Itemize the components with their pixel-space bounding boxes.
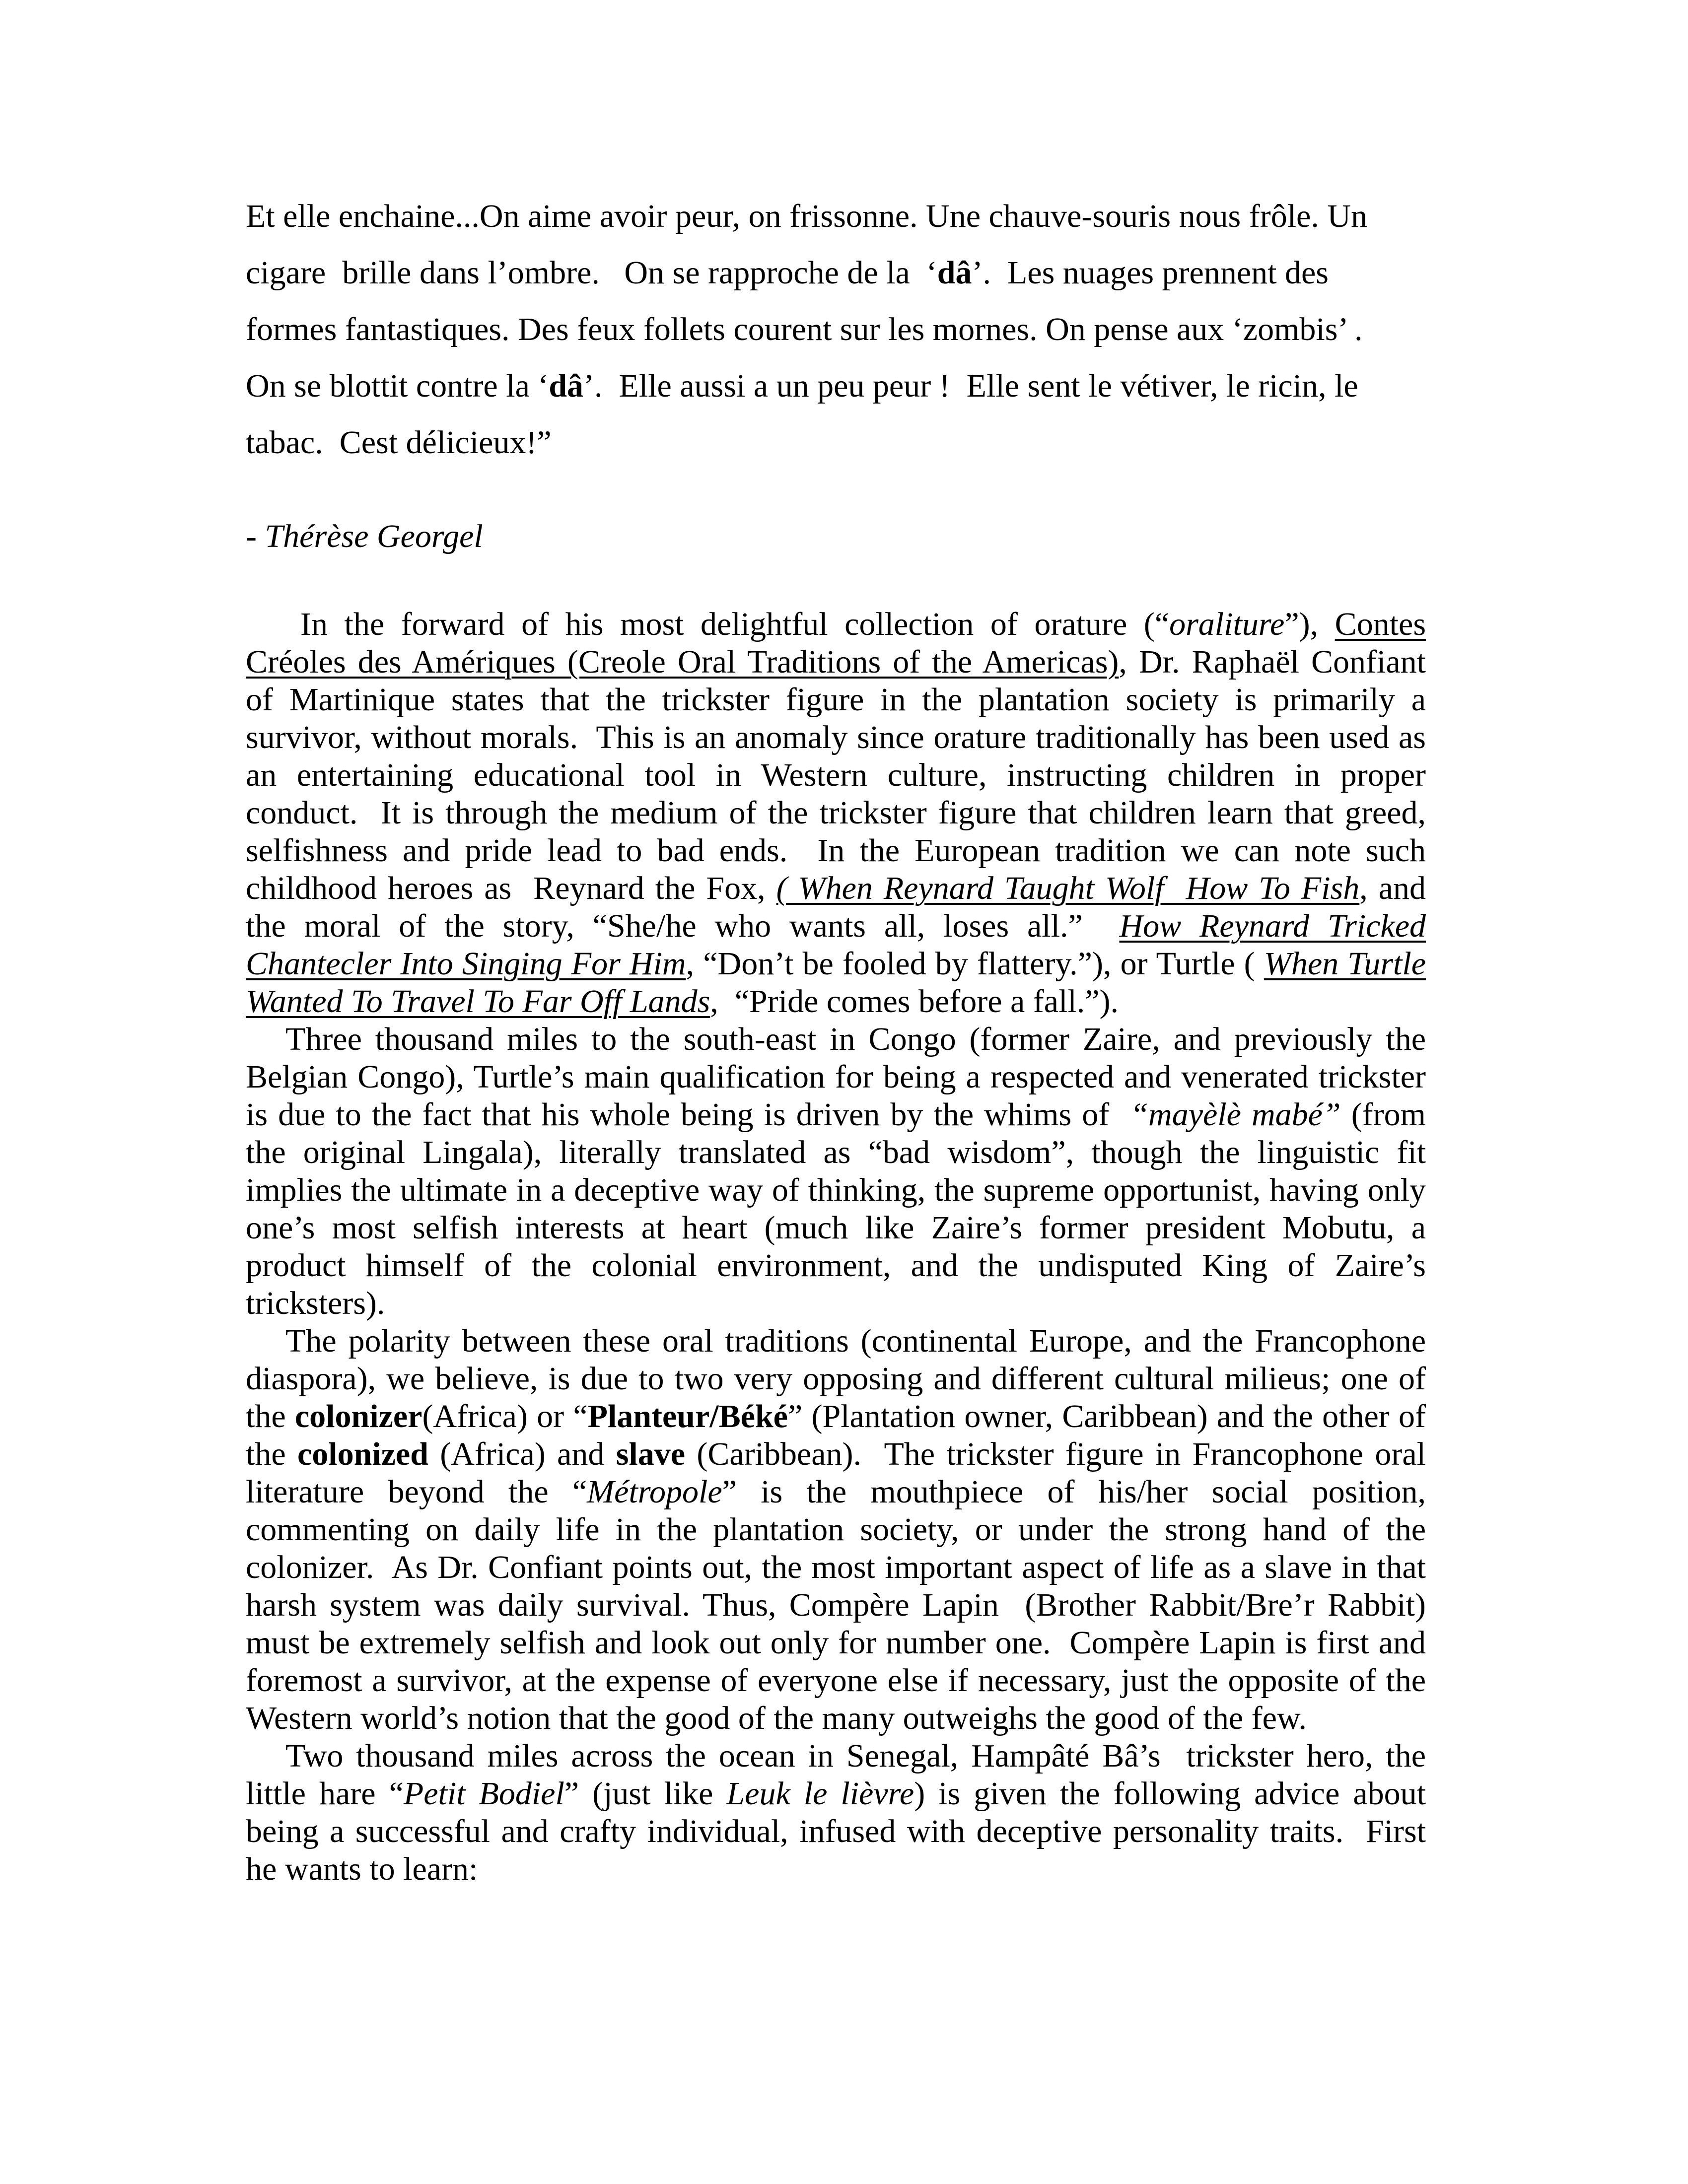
text-run: ’. Elle aussi a un peu peur ! Elle sent le vétiver, le ricin, le bbox=[583, 368, 1358, 404]
book-title: Créoles des Amériques (Creole Oral Traditions of the Americas) bbox=[246, 644, 1119, 680]
text-line bbox=[246, 1285, 1426, 1322]
text-line bbox=[246, 1586, 1426, 1624]
text-run: Belgian Congo), Turtle’s main qualification for being a respected and venerated trickster bbox=[246, 1059, 1426, 1095]
paragraph bbox=[246, 1737, 1426, 1888]
text-line bbox=[246, 254, 1426, 311]
text-run: ” (Plantation owner, Caribbean) and the other of bbox=[787, 1398, 1426, 1434]
text-run: foremost a survivor, at the expense of everyone else if necessary, just the opposite of the bbox=[246, 1662, 1426, 1699]
text-line bbox=[246, 1134, 1426, 1171]
bold-term: dâ bbox=[549, 368, 584, 404]
text-run: literature beyond the “ bbox=[246, 1474, 587, 1510]
text-line bbox=[246, 1322, 1426, 1360]
book-title: Contes bbox=[1335, 606, 1426, 642]
bold-term: colonized bbox=[297, 1436, 428, 1472]
text-run: ”), bbox=[1284, 606, 1335, 642]
text-line bbox=[246, 1737, 1426, 1775]
text-line bbox=[246, 719, 1426, 756]
text-run: diaspora), we believe, is due to two very opposing and different cultural milieus; one of bbox=[246, 1361, 1426, 1397]
paragraph bbox=[246, 1021, 1426, 1322]
text-run: an entertaining educational tool in Western culture, instructing children in proper bbox=[246, 757, 1426, 793]
book-title: ( When Reynard Taught Wolf How To Fish bbox=[776, 870, 1360, 906]
french-quote bbox=[246, 198, 1426, 480]
text-run: ” (just like bbox=[564, 1775, 727, 1812]
text-run: is due to the fact that his whole being is driven by the whims of bbox=[246, 1096, 1130, 1133]
text-line bbox=[246, 907, 1426, 945]
italic-term: oraliture bbox=[1169, 606, 1285, 642]
text-line bbox=[246, 756, 1426, 794]
text-run: ’. Les nuages prennent des bbox=[972, 255, 1329, 291]
text-run: ) is given the following advice about bbox=[914, 1775, 1426, 1812]
text-run: must be extremely selfish and look out only for number one. Compère Lapin is first and bbox=[246, 1625, 1426, 1661]
text-line bbox=[246, 1096, 1426, 1134]
bold-term: slave bbox=[616, 1436, 686, 1472]
text-run: On se blottit contre la ‘ bbox=[246, 368, 549, 404]
text-line bbox=[246, 424, 1426, 480]
body-text bbox=[246, 606, 1426, 1888]
book-title: Chantecler Into Singing For Him bbox=[246, 946, 686, 982]
text-run: ” is the mouthpiece of his/her social position, bbox=[722, 1474, 1426, 1510]
text-line bbox=[246, 1850, 1426, 1888]
text-run: the bbox=[246, 1436, 297, 1472]
text-line bbox=[246, 1700, 1426, 1737]
text-run: (Africa) and bbox=[428, 1436, 616, 1472]
text-line bbox=[246, 1511, 1426, 1549]
text-line bbox=[246, 1058, 1426, 1096]
text-line bbox=[246, 1171, 1426, 1209]
text-line bbox=[246, 1435, 1426, 1473]
text-line bbox=[246, 1209, 1426, 1247]
bold-term: Planteur/Béké bbox=[587, 1398, 788, 1434]
text-run: little hare “ bbox=[246, 1775, 404, 1812]
text-run: Western world’s notion that the good of the many outweighs the good of the few. bbox=[246, 1700, 1307, 1736]
text-run: (Africa) or “ bbox=[422, 1398, 588, 1434]
text-run: colonizer. As Dr. Confiant points out, the most important aspect of life as a slave in that bbox=[246, 1549, 1426, 1585]
text-run: tabac. Cest délicieux!” bbox=[246, 424, 552, 461]
text-line bbox=[246, 983, 1426, 1021]
text-run: the original Lingala), literally translated as “bad wisdom”, though the linguistic fit bbox=[246, 1134, 1426, 1170]
text-run: The polarity between these oral traditions (continental Europe, and the Francophone bbox=[285, 1323, 1426, 1359]
text-line bbox=[246, 794, 1426, 832]
text-run: conduct. It is through the medium of the trickster figure that children learn that greed, bbox=[246, 795, 1426, 831]
text-run: survivor, without morals. This is an anomaly since orature traditionally has been used as bbox=[246, 719, 1426, 755]
text-line bbox=[246, 870, 1426, 907]
paragraph bbox=[246, 1322, 1426, 1737]
text-line bbox=[246, 198, 1426, 254]
text-run: Three thousand miles to the south-east in Congo (former Zaire, and previously the bbox=[285, 1021, 1426, 1057]
text-line bbox=[246, 367, 1426, 424]
text-run: of Martinique states that the trickster figure in the plantation society is primarily a bbox=[246, 682, 1426, 718]
text-line bbox=[246, 1473, 1426, 1511]
text-line bbox=[246, 1549, 1426, 1586]
quote-attribution: - Thérèse Georgel bbox=[246, 518, 483, 554]
bold-term: colonizer bbox=[294, 1398, 422, 1434]
text-line bbox=[246, 1662, 1426, 1700]
text-run: harsh system was daily survival. Thus, Compère Lapin (Brother Rabbit/Bre’r Rabbit) bbox=[246, 1587, 1426, 1623]
text-line bbox=[246, 1021, 1426, 1058]
text-line bbox=[246, 311, 1426, 367]
text-run: Et elle enchaine...On aime avoir peur, on frissonne. Une chauve-souris nous frôle. Un bbox=[246, 198, 1367, 234]
text-run: cigare brille dans l’ombre. On se rapproche de la ‘ bbox=[246, 255, 937, 291]
text-run: , and bbox=[1359, 870, 1426, 906]
text-line bbox=[246, 606, 1426, 643]
book-title: Wanted To Travel To Far Off Lands bbox=[246, 983, 710, 1020]
text-run: childhood heroes as Reynard the Fox, bbox=[246, 870, 776, 906]
text-line bbox=[246, 681, 1426, 719]
paragraph bbox=[246, 606, 1426, 1021]
text-line bbox=[246, 1247, 1426, 1285]
text-run: product himself of the colonial environment, and the undisputed King of Zaire’s bbox=[246, 1247, 1426, 1284]
book-title: How Reynard Tricked bbox=[1119, 908, 1426, 944]
text-run: , “Pride comes before a fall.”). bbox=[710, 983, 1119, 1020]
text-line bbox=[246, 1813, 1426, 1850]
text-line bbox=[246, 1360, 1426, 1398]
text-run: , “Don’t be fooled by flattery.”), or Turtle ( bbox=[686, 946, 1264, 982]
text-run: being a successful and crafty individual, infused with deceptive personality traits. First bbox=[246, 1813, 1426, 1849]
text-run: Two thousand miles across the ocean in Senegal, Hampâté Bâ’s trickster hero, the bbox=[285, 1738, 1426, 1774]
text-run: implies the ultimate in a deceptive way of thinking, the supreme opportunist, having only bbox=[246, 1172, 1426, 1208]
italic-term: Leuk le lièvre bbox=[726, 1775, 914, 1812]
text-run: the moral of the story, “She/he who wants all, loses all.” bbox=[246, 908, 1120, 944]
text-run: , Dr. Raphaël Confiant bbox=[1119, 644, 1426, 680]
text-run: one’s most selfish interests at heart (much like Zaire’s former president Mobutu, a bbox=[246, 1210, 1426, 1246]
text-line bbox=[246, 1775, 1426, 1813]
text-run: formes fantastiques. Des feux follets courent sur les mornes. On pense aux ‘zombis’ . bbox=[246, 311, 1363, 347]
text-run: (from bbox=[1340, 1096, 1426, 1133]
italic-term: Métropole bbox=[587, 1474, 722, 1510]
text-run: selfishness and pride lead to bad ends. In the European tradition we can note such bbox=[246, 832, 1426, 869]
text-run: In the forward of his most delightful collection of orature (“ bbox=[300, 606, 1170, 642]
book-title: When Turtle bbox=[1264, 946, 1426, 982]
text-line bbox=[246, 945, 1426, 983]
text-run: commenting on daily life in the plantation society, or under the strong hand of the bbox=[246, 1511, 1426, 1548]
text-run: (Caribbean). The trickster figure in Francophone oral bbox=[685, 1436, 1426, 1472]
italic-term: “mayèlè mabé” bbox=[1130, 1096, 1341, 1133]
text-run: the bbox=[246, 1398, 295, 1434]
bold-term: dâ bbox=[937, 255, 972, 291]
text-line bbox=[246, 643, 1426, 681]
text-line bbox=[246, 832, 1426, 870]
text-run: he wants to learn: bbox=[246, 1851, 478, 1887]
text-line bbox=[246, 1398, 1426, 1435]
text-line bbox=[246, 1624, 1426, 1662]
italic-term: Petit Bodiel bbox=[403, 1775, 564, 1812]
text-run: tricksters). bbox=[246, 1285, 385, 1321]
